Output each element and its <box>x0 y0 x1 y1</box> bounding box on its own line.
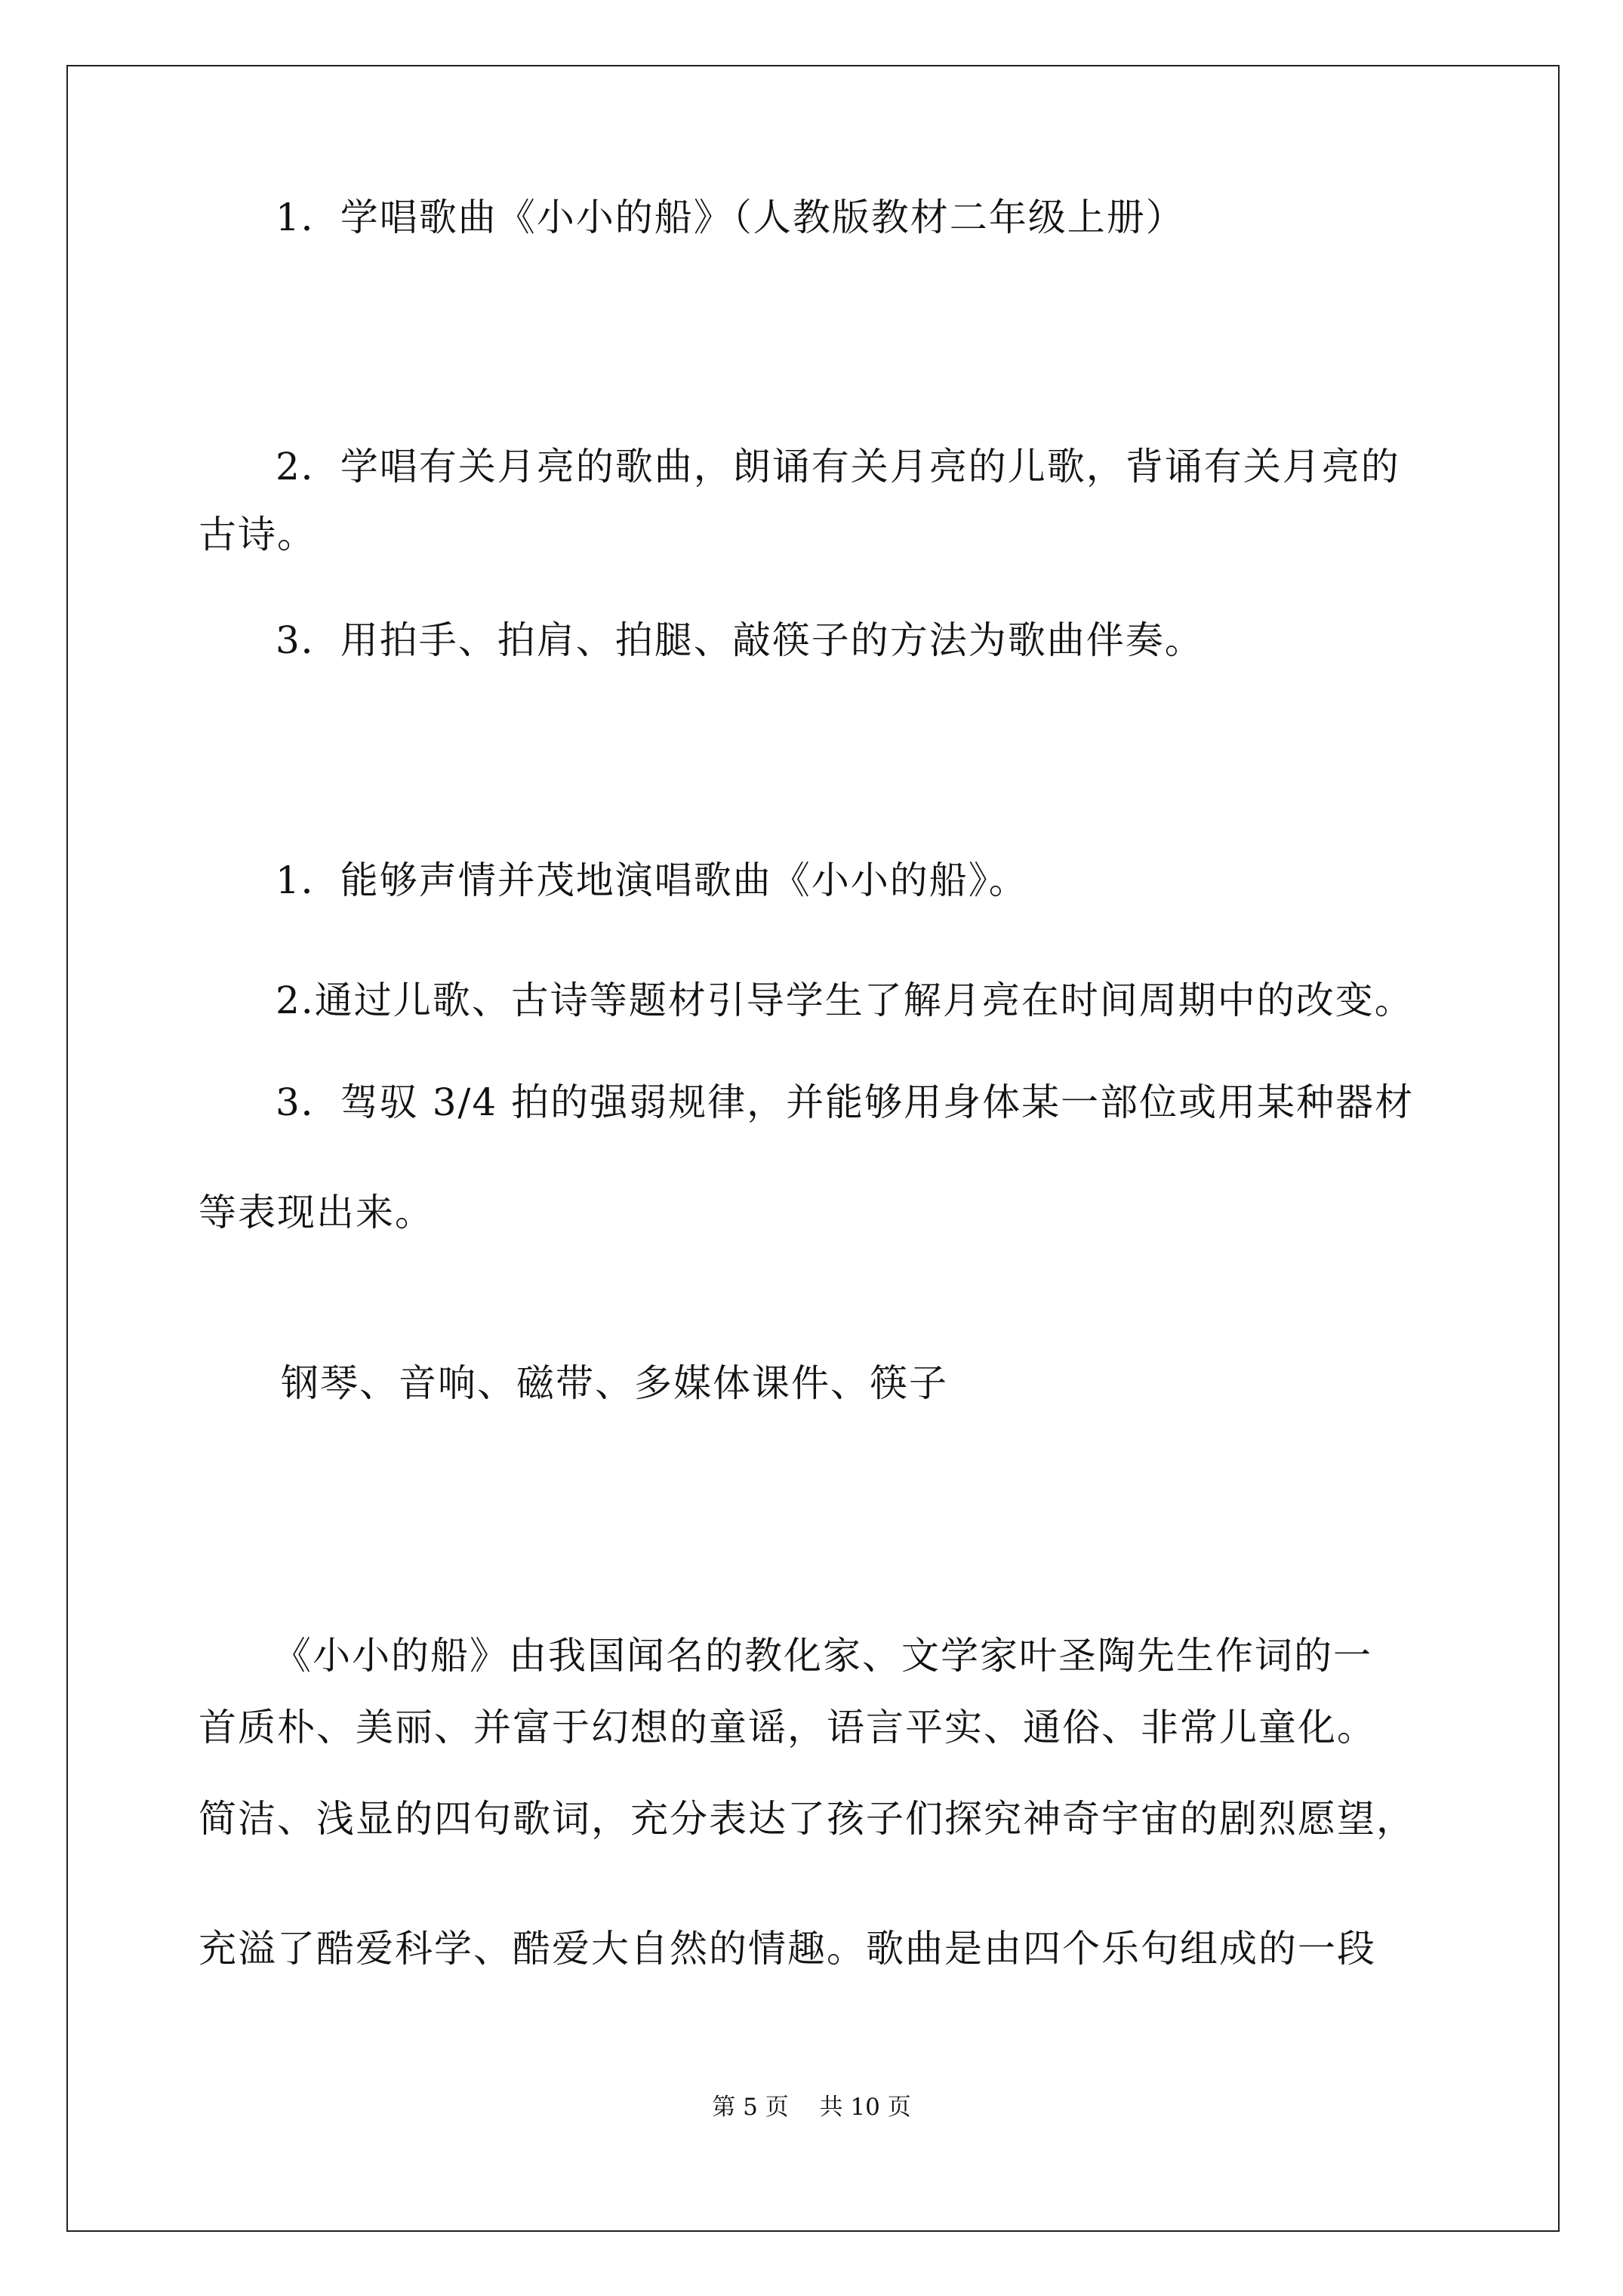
body-paragraph-line-4: 充溢了酷爱科学、酷爱大自然的情趣。歌曲是由四个乐句组成的一段 <box>199 1927 1376 1971</box>
goal-item-1: 1．能够声情并茂地演唱歌曲《小小的船》。 <box>276 858 1028 902</box>
goal-item-3-line-2: 等表现出来。 <box>199 1191 434 1234</box>
list-item-3: 3．用拍手、拍肩、拍腿、敲筷子的方法为歌曲伴奏。 <box>276 618 1204 662</box>
list-item-1: 1．学唱歌曲《小小的船》（人教版教材二年级上册） <box>276 196 1185 239</box>
body-paragraph-line-1: 《小小的船》由我国闻名的教化家、文学家叶圣陶先生作词的一 <box>273 1634 1372 1678</box>
goal-item-2: 2.通过儿歌、古诗等题材引导学生了解月亮在时间周期中的改变。 <box>276 978 1414 1022</box>
page-border <box>66 65 1560 2232</box>
body-paragraph-line-3: 简洁、浅显的四句歌词，充分表达了孩子们探究神奇宇宙的剧烈愿望， <box>199 1797 1415 1841</box>
materials-line: 钢琴、音响、磁带、多媒体课件、筷子 <box>281 1361 948 1405</box>
list-item-2-line-1: 2．学唱有关月亮的歌曲，朗诵有关月亮的儿歌，背诵有关月亮的 <box>276 445 1400 488</box>
list-item-2-line-2: 古诗。 <box>199 513 316 556</box>
goal-item-3-line-1: 3．驾驭 3/4 拍的强弱规律，并能够用身体某一部位或用某种器材 <box>276 1080 1415 1124</box>
page-number-footer: 第 5 页 共 10 页 <box>712 2094 911 2121</box>
body-paragraph-line-2: 首质朴、美丽、并富于幻想的童谣，语言平实、通俗、非常儿童化。 <box>199 1706 1376 1749</box>
